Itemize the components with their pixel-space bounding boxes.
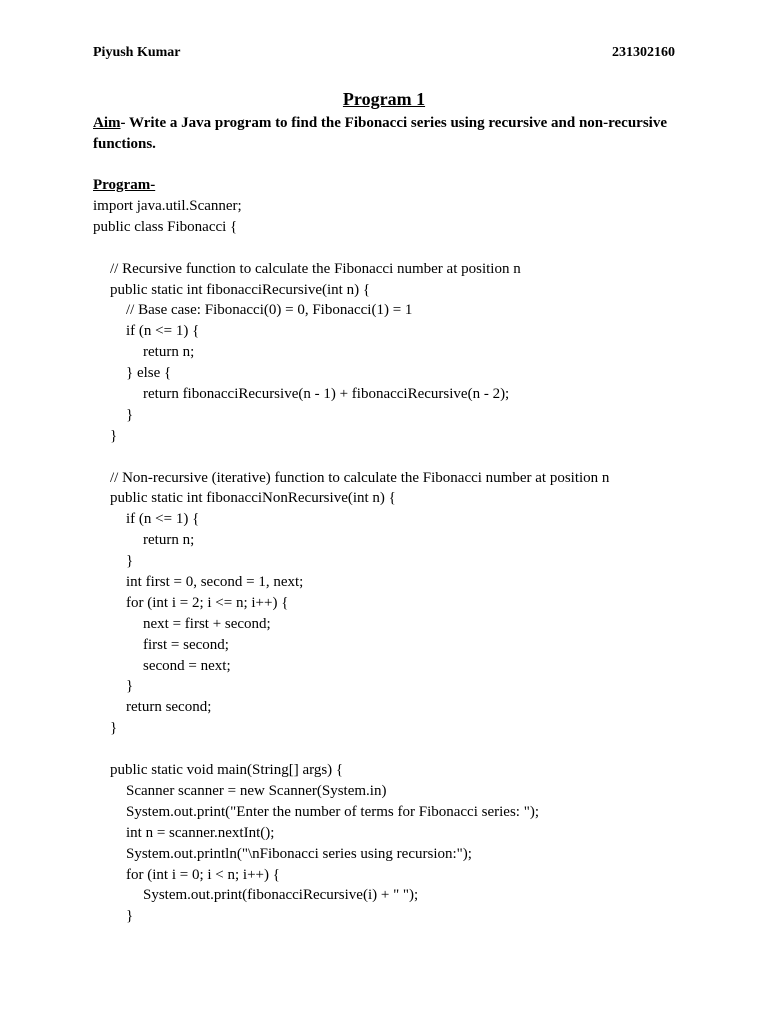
code-line: for (int i = 0; i < n; i++) { [126,866,280,883]
code-line [93,238,693,259]
program-label: Program- [93,177,156,193]
code-line: } else { [126,365,172,382]
code-line: if (n <= 1) { [126,323,200,340]
code-line: int n = scanner.nextInt(); [126,824,275,841]
code-line: } [126,553,134,570]
code-line: System.out.print(fibonacciRecursive(i) + " "); [143,887,419,904]
code-line: System.out.println("\nFibonacci series using recursion:"); [126,845,472,862]
code-line: // Recursive function to calculate the Fibonacci number at position n [110,260,521,277]
code-line: return n; [143,344,195,361]
code-line: first = second; [143,636,229,653]
code-line: next = first + second; [143,615,271,632]
code-line: public static int fibonacciNonRecursive(int n) { [110,490,396,507]
code-line: System.out.print("Enter the number of terms for Fibonacci series: "); [126,803,539,820]
program-title: Program 1 [342,89,426,109]
code-line: Scanner scanner = new Scanner(System.in) [126,782,387,799]
code-block [93,196,693,927]
code-line: return second; [126,699,212,716]
code-line: } [126,908,134,925]
code-line: return fibonacciRecursive(n - 1) + fibonacciRecursive(n - 2); [143,386,510,403]
code-line: // Non-recursive (iterative) function to calculate the Fibonacci number at position n [110,469,610,486]
aim-paragraph [93,113,683,155]
code-line: public static int fibonacciRecursive(int n) { [110,281,371,298]
roll-number: 231302160 [612,45,675,60]
code-line: public class Fibonacci { [93,218,238,235]
code-line: int first = 0, second = 1, next; [126,574,304,591]
code-line: if (n <= 1) { [126,511,200,528]
code-line: second = next; [143,657,231,674]
code-line: import java.util.Scanner; [93,198,242,214]
aim-label: Aim [93,115,121,131]
code-line: for (int i = 2; i <= n; i++) { [126,594,289,611]
author-name: Piyush Kumar [93,45,181,60]
aim-text: - Write a Java program to find the Fibonacci series using recursive and non-recursive functions. [93,115,667,152]
code-line [93,447,693,468]
code-line: } [126,678,134,695]
code-line: // Base case: Fibonacci(0) = 0, Fibonacci(1) = 1 [126,302,413,319]
code-line: } [126,406,134,423]
page-title [0,88,768,110]
code-line: } [110,720,118,737]
code-line: } [110,427,118,444]
code-line: return n; [143,532,195,549]
code-line [93,739,693,760]
code-line: public static void main(String[] args) { [110,762,344,779]
